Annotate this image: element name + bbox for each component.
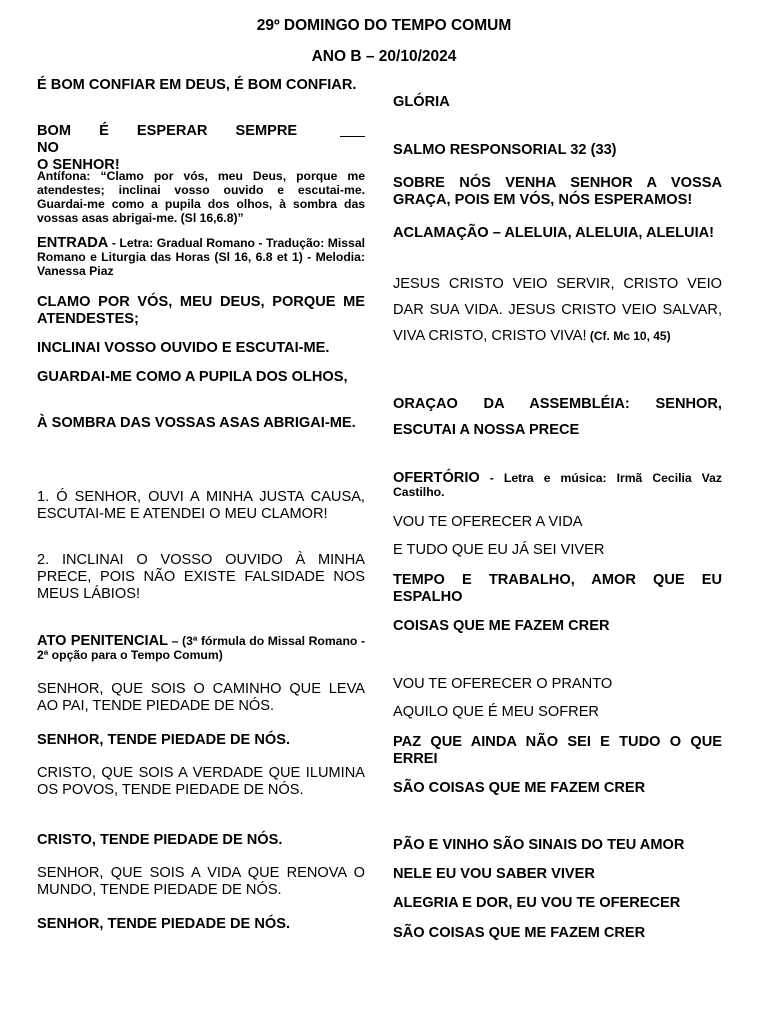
kyrie-2: CRISTO, QUE SOIS A VERDADE QUE ILUMINA OS POVOS, TENDE PIEDADE DE NÓS. <box>37 765 365 798</box>
aclamacao-heading: ACLAMAÇÃO – ALELUIA, ALELUIA, ALELUIA! <box>393 225 715 241</box>
intro-line-2 <box>37 123 365 174</box>
intro-line-2a: BOM É ESPERAR SEMPRE NO <box>37 123 298 156</box>
ofertorio-line-6: AQUILO QUE É MEU SOFRER <box>393 704 599 720</box>
kyrie-1-response: SENHOR, TENDE PIEDADE DE NÓS. <box>37 732 290 748</box>
gloria: GLÓRIA <box>393 94 450 110</box>
left-column <box>37 0 365 1024</box>
fill-blank <box>340 123 365 137</box>
refrain-line-2: INCLINAI VOSSO OUVIDO E ESCUTAI-ME. <box>37 340 330 356</box>
ofertorio-line-7: PAZ QUE AINDA NÃO SEI E TUDO O QUE ERREI <box>393 734 722 767</box>
ato-penitencial-label: ATO PENITENCIAL <box>37 633 169 649</box>
oracao-assembleia: ORAÇAO DA ASSEMBLÉIA: SENHOR, ESCUTAI A NOSSA PRECE <box>393 396 722 438</box>
ofertorio-line-8: SÃO COISAS QUE ME FAZEM CRER <box>393 780 646 796</box>
entrada-heading <box>37 236 365 278</box>
ato-penitencial-heading <box>37 634 365 662</box>
refrain-line-1: CLAMO POR VÓS, MEU DEUS, PORQUE ME ATENDESTES; <box>37 294 365 327</box>
entrada-credits: - Letra: Gradual Romano - Tradução: Missal Romano e Liturgia das Horas (Sl 16, 6.8 et 1) - Melodia: Vanessa Piaz <box>37 236 365 278</box>
page-title: 29º DOMINGO DO TEMPO COMUM <box>256 17 512 34</box>
ato-penitencial-credits: – (3ª fórmula do Missal Romano - 2ª opção para o Tempo Comum) <box>37 634 365 662</box>
right-column <box>393 0 722 1024</box>
refrain-line-4: À SOMBRA DAS VOSSAS ASAS ABRIGAI-ME. <box>37 415 356 431</box>
ofertorio-credits: - Letra e música: Irmã Cecilia Vaz Castilho. <box>393 471 722 499</box>
entrada-label: ENTRADA <box>37 235 109 251</box>
refrain-line-3: GUARDAI-ME COMO A PUPILA DOS OLHOS, <box>37 369 348 385</box>
aclamacao-verse: JESUS CRISTO VEIO SERVIR, CRISTO VEIO DAR SUA VIDA. JESUS CRISTO VEIO SALVAR, VIVA CRISTO, CRISTO VIVA! <box>393 276 722 344</box>
kyrie-3-response: SENHOR, TENDE PIEDADE DE NÓS. <box>37 916 290 932</box>
aclamacao-reference: (Cf. Mc 10, 45) <box>586 329 671 343</box>
verse-2: 2. INCLINAI O VOSSO OUVIDO À MINHA PRECE, POIS NÃO EXISTE FALSIDADE NOS MEUS LÁBIOS! <box>37 552 365 602</box>
ofertorio-line-4: COISAS QUE ME FAZEM CRER <box>393 618 610 634</box>
ofertorio-line-5: VOU TE OFERECER O PRANTO <box>393 676 613 692</box>
ofertorio-label: OFERTÓRIO <box>393 470 480 486</box>
kyrie-1: SENHOR, QUE SOIS O CAMINHO QUE LEVA AO PAI, TENDE PIEDADE DE NÓS. <box>37 681 365 714</box>
ofertorio-line-10: NELE EU VOU SABER VIVER <box>393 866 595 882</box>
intro-line-1: É BOM CONFIAR EM DEUS, É BOM CONFIAR. <box>37 77 357 93</box>
kyrie-2-response: CRISTO, TENDE PIEDADE DE NÓS. <box>37 832 283 848</box>
ofertorio-line-2: E TUDO QUE EU JÁ SEI VIVER <box>393 542 605 558</box>
aclamacao-text <box>393 271 722 349</box>
ofertorio-line-3: TEMPO E TRABALHO, AMOR QUE EU ESPALHO <box>393 572 722 605</box>
ofertorio-line-11: ALEGRIA E DOR, EU VOU TE OFERECER <box>393 895 681 911</box>
ofertorio-line-12: SÃO COISAS QUE ME FAZEM CRER <box>393 925 646 941</box>
salmo-heading: SALMO RESPONSORIAL 32 (33) <box>393 142 617 158</box>
kyrie-3: SENHOR, QUE SOIS A VIDA QUE RENOVA O MUNDO, TENDE PIEDADE DE NÓS. <box>37 865 365 898</box>
antifona: Antífona: “Clamo por vós, meu Deus, porque me atendestes; inclinai vosso ouvido e escutai-me. Guardai-me como a pupila dos olhos, à sombra das vossas asas abrigai-me. (Sl 16,6.8)” <box>37 169 365 225</box>
ofertorio-heading <box>393 471 722 499</box>
page-subtitle: ANO B – 20/10/2024 <box>311 48 457 65</box>
ofertorio-line-9: PÃO E VINHO SÃO SINAIS DO TEU AMOR <box>393 837 685 853</box>
ofertorio-line-1: VOU TE OFERECER A VIDA <box>393 514 583 530</box>
verse-1: 1. Ó SENHOR, OUVI A MINHA JUSTA CAUSA, ESCUTAI-ME E ATENDEI O MEU CLAMOR! <box>37 489 365 522</box>
intro-line-2b: O SENHOR! <box>37 157 120 173</box>
salmo-response: SOBRE NÓS VENHA SENHOR A VOSSA GRAÇA, POIS EM VÓS, NÓS ESPERAMOS! <box>393 175 722 208</box>
